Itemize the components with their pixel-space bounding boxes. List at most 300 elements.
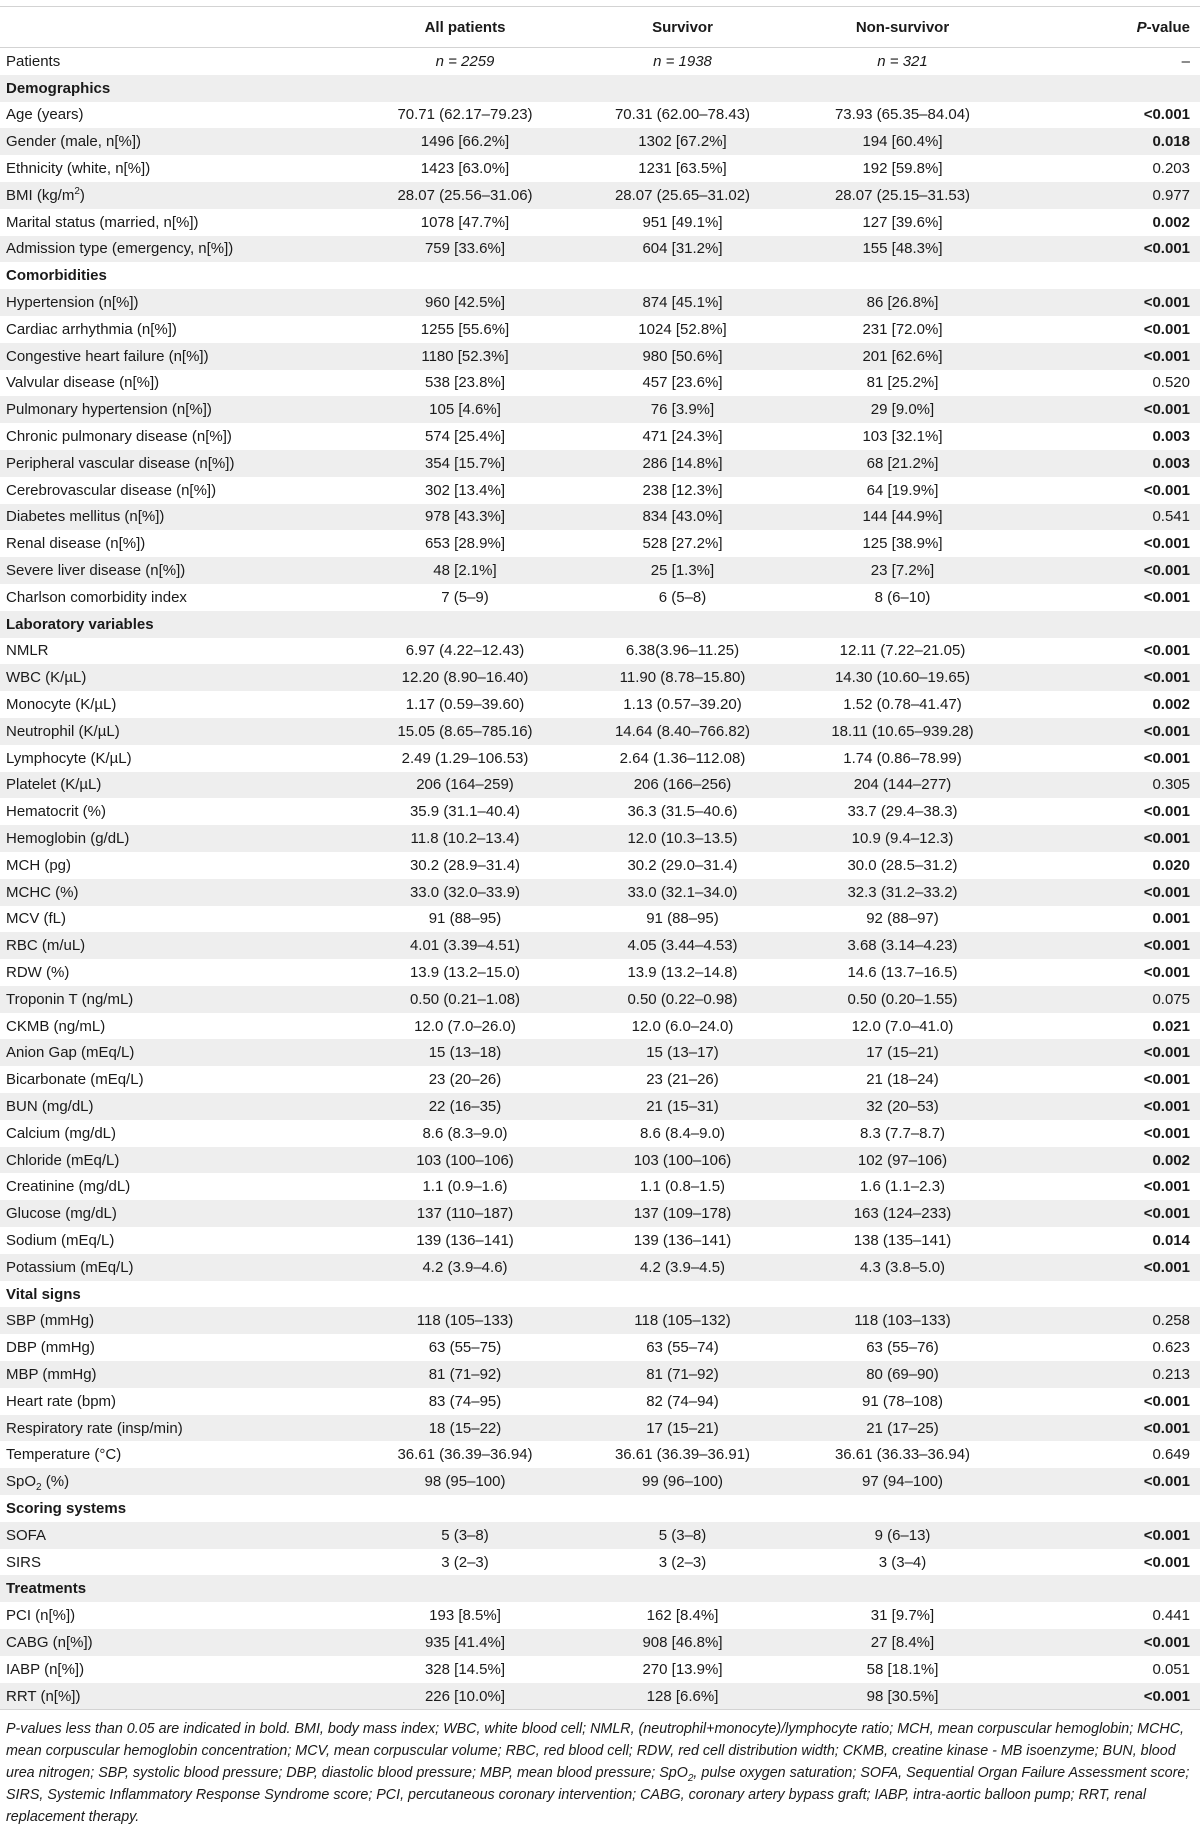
survivor-value: 118 (105–132) xyxy=(575,1307,790,1334)
p-value: <0.001 xyxy=(1015,396,1200,423)
variable-label xyxy=(0,1415,355,1442)
variable-label-text: Patients xyxy=(6,52,61,70)
variable-label xyxy=(0,772,355,799)
variable-label xyxy=(0,798,355,825)
table-row xyxy=(0,155,1200,182)
variable-label-text: Neutrophil (K/µL) xyxy=(6,722,120,740)
variable-label xyxy=(0,852,355,879)
non-survivor-value: 125 [38.9%] xyxy=(862,535,943,553)
variable-label xyxy=(0,1227,355,1254)
non-survivor-value: 12.0 (7.0–41.0) xyxy=(851,1017,954,1035)
table-row xyxy=(0,236,1200,263)
table-row xyxy=(0,1120,1200,1147)
p-value: <0.001 xyxy=(1143,481,1190,499)
header-non-survivor: Non-survivor xyxy=(790,7,1015,48)
table-row xyxy=(0,1334,1200,1361)
variable-label xyxy=(0,209,355,236)
non-survivor-value: 1.6 (1.1–2.3) xyxy=(859,1178,946,1196)
survivor-value: 1302 [67.2%] xyxy=(575,128,790,155)
variable-label xyxy=(0,1549,355,1576)
p-value: <0.001 xyxy=(1015,1200,1200,1227)
p-value: 0.203 xyxy=(1152,160,1190,178)
variable-label-text: Chronic pulmonary disease (n[%]) xyxy=(6,428,232,446)
all-patients-value: 15 (13–18) xyxy=(355,1039,575,1066)
non-survivor-value: 9 (6–13) xyxy=(790,1522,1015,1549)
variable-label-text: Sodium (mEq/L) xyxy=(6,1231,115,1249)
variable-label-text: Heart rate (bpm) xyxy=(6,1392,117,1410)
non-survivor-value: 29 [9.0%] xyxy=(790,396,1015,423)
section-title: Laboratory variables xyxy=(0,611,1200,638)
variable-label-text: Severe liver disease (n[%]) xyxy=(6,562,186,580)
variable-label-text: CABG (n[%]) xyxy=(6,1633,93,1651)
table-row xyxy=(0,932,1200,959)
non-survivor-value: 12.11 (7.22–21.05) xyxy=(839,642,966,660)
non-survivor-value: 58 [18.1%] xyxy=(866,1660,939,1678)
all-patients-value: 302 [13.4%] xyxy=(424,481,506,499)
variable-label xyxy=(0,1039,355,1066)
all-patients-value: 30.2 (28.9–31.4) xyxy=(409,856,521,874)
non-survivor-value: 204 (144–277) xyxy=(790,772,1015,799)
p-value: 0.001 xyxy=(1152,910,1190,928)
section-header-row xyxy=(0,75,1200,102)
survivor-value: 103 (100–106) xyxy=(575,1147,790,1174)
p-value: <0.001 xyxy=(1015,557,1200,584)
non-survivor-value: 31 [9.7%] xyxy=(870,1607,935,1625)
variable-label-text: Platelet (K/µL) xyxy=(6,776,102,794)
variable-label-text: Marital status (married, n[%]) xyxy=(6,213,199,231)
variable-label xyxy=(0,48,355,75)
variable-label-text: Cardiac arrhythmia (n[%]) xyxy=(6,320,177,338)
variable-label-text: CKMB (ng/mL) xyxy=(6,1017,106,1035)
variable-label xyxy=(0,1173,355,1200)
table-row xyxy=(0,718,1200,745)
section-header-row xyxy=(0,1281,1200,1308)
footnote-text-2: , pulse oxygen saturation; SOFA, Sequential Organ Failure Assessment score; SIRS, Systemic Inflammatory Response Syndrome score; PCI, percutaneous coronary intervention; CABG, coronary artery bypass graft; IABP, intra-aortic balloon pump; RRT, renal replacement therapy. xyxy=(6,1765,1190,1826)
all-patients-value: 48 [2.1%] xyxy=(355,557,575,584)
table-row xyxy=(0,1307,1200,1334)
all-patients-value: 91 (88–95) xyxy=(428,910,502,928)
p-value: <0.001 xyxy=(1015,718,1200,745)
p-value: <0.001 xyxy=(1015,825,1200,852)
baseline-characteristics-table xyxy=(0,6,1200,1710)
all-patients-value: 1.17 (0.59–39.60) xyxy=(405,696,525,714)
non-survivor-value: 32 (20–53) xyxy=(790,1093,1015,1120)
all-patients-value: 1496 [66.2%] xyxy=(355,128,575,155)
table-row xyxy=(0,772,1200,799)
p-value: <0.001 xyxy=(1015,1039,1200,1066)
non-survivor-value: 92 (88–97) xyxy=(866,910,939,928)
non-survivor-value: 27 [8.4%] xyxy=(790,1629,1015,1656)
non-survivor-value: 63 (55–76) xyxy=(866,1339,939,1357)
survivor-value: 4.05 (3.44–4.53) xyxy=(575,932,790,959)
table-row xyxy=(0,1147,1200,1174)
section-title: Scoring systems xyxy=(6,1499,127,1517)
all-patients-value: 139 (136–141) xyxy=(416,1231,514,1249)
non-survivor-value: 138 (135–141) xyxy=(853,1231,952,1249)
variable-label-text: Temperature (°C) xyxy=(6,1446,122,1464)
label-subscript: 2 xyxy=(36,1482,42,1494)
non-survivor-value: 10.9 (9.4–12.3) xyxy=(790,825,1015,852)
survivor-value: 137 (109–178) xyxy=(575,1200,790,1227)
variable-label-text: Cerebrovascular disease (n[%]) xyxy=(6,481,217,499)
variable-label-text: SOFA xyxy=(6,1526,47,1544)
variable-label xyxy=(0,1602,355,1629)
all-patients-value: 1.1 (0.9–1.6) xyxy=(422,1178,508,1196)
p-value: <0.001 xyxy=(1015,664,1200,691)
variable-label xyxy=(0,906,355,933)
all-patients-value: 70.71 (62.17–79.23) xyxy=(397,106,533,124)
survivor-value: 162 [8.4%] xyxy=(646,1607,719,1625)
variable-label-text: Lymphocyte (K/µL) xyxy=(6,749,132,767)
variable-label xyxy=(0,959,355,986)
variable-label xyxy=(0,1013,355,1040)
section-header-row xyxy=(0,1575,1200,1602)
variable-label-text: Anion Gap (mEq/L) xyxy=(6,1044,135,1062)
variable-label xyxy=(0,343,355,370)
non-survivor-value: 144 [44.9%] xyxy=(790,504,1015,531)
non-survivor-value: 14.30 (10.60–19.65) xyxy=(790,664,1015,691)
survivor-value: 14.64 (8.40–766.82) xyxy=(575,718,790,745)
all-patients-value: 1423 [63.0%] xyxy=(420,160,510,178)
survivor-value: 36.3 (31.5–40.6) xyxy=(627,803,738,821)
variable-label-text: Potassium (mEq/L) xyxy=(6,1258,134,1276)
table-row xyxy=(0,423,1200,450)
variable-label xyxy=(0,1656,355,1683)
variable-label-text: Respiratory rate (insp/min) xyxy=(6,1419,183,1437)
variable-label xyxy=(0,155,355,182)
table-row xyxy=(0,1093,1200,1120)
non-survivor-value: 3.68 (3.14–4.23) xyxy=(790,932,1015,959)
variable-label xyxy=(0,1120,355,1147)
non-survivor-value: 33.7 (29.4–38.3) xyxy=(847,803,958,821)
variable-label-text: Hypertension (n[%]) xyxy=(6,294,139,312)
variable-label-text: RDW (%) xyxy=(6,963,70,981)
header-p-italic: P xyxy=(1136,18,1147,36)
all-patients-value: 63 (55–75) xyxy=(428,1339,502,1357)
variable-label xyxy=(0,986,355,1013)
non-survivor-value: 81 [25.2%] xyxy=(866,374,939,392)
survivor-value: 25 [1.3%] xyxy=(575,557,790,584)
table-row xyxy=(0,1388,1200,1415)
all-patients-value: n = 2259 xyxy=(435,52,495,70)
all-patients-value: 226 [10.0%] xyxy=(355,1683,575,1710)
all-patients-value: 83 (74–95) xyxy=(428,1392,502,1410)
non-survivor-value: 80 (69–90) xyxy=(790,1361,1015,1388)
table-row xyxy=(0,959,1200,986)
all-patients-value: 137 (110–187) xyxy=(355,1200,575,1227)
survivor-value: 604 [31.2%] xyxy=(575,236,790,263)
survivor-value: 21 (15–31) xyxy=(575,1093,790,1120)
table-row xyxy=(0,906,1200,933)
variable-label xyxy=(0,1629,355,1656)
variable-label xyxy=(0,1066,355,1093)
p-value: 0.003 xyxy=(1015,450,1200,477)
p-value: <0.001 xyxy=(1143,1553,1190,1571)
table-row xyxy=(0,1656,1200,1683)
section-title: Treatments xyxy=(0,1575,1200,1602)
header-row xyxy=(0,7,1200,48)
all-patients-value: 0.50 (0.21–1.08) xyxy=(355,986,575,1013)
p-value: <0.001 xyxy=(1143,803,1190,821)
all-patients-value: 193 [8.5%] xyxy=(429,1607,501,1625)
non-survivor-value: 1.74 (0.86–78.99) xyxy=(843,749,962,767)
p-value: <0.001 xyxy=(1015,343,1200,370)
table-row xyxy=(0,396,1200,423)
variable-label-text: SpO xyxy=(6,1473,37,1491)
section-header-row xyxy=(0,1495,1200,1522)
survivor-value: 980 [50.6%] xyxy=(575,343,790,370)
p-value: <0.001 xyxy=(1015,236,1200,263)
p-value: 0.002 xyxy=(1015,1147,1200,1174)
table-row xyxy=(0,370,1200,397)
variable-label-text: Troponin T (ng/mL) xyxy=(6,990,134,1008)
all-patients-value: 118 (105–133) xyxy=(355,1307,575,1334)
variable-label-suffix: (%) xyxy=(41,1473,70,1491)
table-row xyxy=(0,1227,1200,1254)
variable-label-text: IABP (n[%]) xyxy=(6,1660,85,1678)
all-patients-value: 15.05 (8.65–785.16) xyxy=(355,718,575,745)
survivor-value: 91 (88–95) xyxy=(646,910,719,928)
table-row xyxy=(0,209,1200,236)
p-value: <0.001 xyxy=(1015,879,1200,906)
header-p-suffix: -value xyxy=(1146,18,1190,36)
non-survivor-value: 23 [7.2%] xyxy=(790,557,1015,584)
variable-label-text: WBC (K/µL) xyxy=(6,669,87,687)
p-value: <0.001 xyxy=(1143,535,1190,553)
all-patients-value: 23 (20–26) xyxy=(428,1071,502,1089)
all-patients-value: 22 (16–35) xyxy=(355,1093,575,1120)
non-survivor-value: 17 (15–21) xyxy=(790,1039,1015,1066)
variable-label-text: Congestive heart failure (n[%]) xyxy=(6,347,209,365)
variable-label xyxy=(0,289,355,316)
variable-label-text: BMI (kg/m xyxy=(6,186,75,204)
non-survivor-value: 0.50 (0.20–1.55) xyxy=(790,986,1015,1013)
p-value: <0.001 xyxy=(1015,1522,1200,1549)
p-value: <0.001 xyxy=(1143,1071,1190,1089)
survivor-value: 286 [14.8%] xyxy=(575,450,790,477)
table-row xyxy=(0,343,1200,370)
table-row xyxy=(0,879,1200,906)
non-survivor-value: 194 [60.4%] xyxy=(790,128,1015,155)
p-value: <0.001 xyxy=(1143,1178,1190,1196)
all-patients-value: 206 (164–259) xyxy=(355,772,575,799)
p-value: 0.051 xyxy=(1152,1660,1190,1678)
non-survivor-value: 3 (3–4) xyxy=(878,1553,927,1571)
table-row xyxy=(0,1013,1200,1040)
variable-label-suffix: ) xyxy=(79,186,85,204)
all-patients-value: 1255 [55.6%] xyxy=(420,320,510,338)
all-patients-value: 1078 [47.7%] xyxy=(420,213,510,231)
non-survivor-value: 231 [72.0%] xyxy=(862,320,943,338)
survivor-value: 33.0 (32.1–34.0) xyxy=(575,879,790,906)
survivor-value: 82 (74–94) xyxy=(646,1392,719,1410)
table-row xyxy=(0,745,1200,772)
variable-label-text: Hematocrit (%) xyxy=(6,803,107,821)
all-patients-value: 2.49 (1.29–106.53) xyxy=(401,749,529,767)
survivor-value: 3 (2–3) xyxy=(658,1553,707,1571)
variable-label-text: Pulmonary hypertension (n[%]) xyxy=(6,401,212,419)
table-row xyxy=(0,1441,1200,1468)
survivor-value: 17 (15–21) xyxy=(575,1415,790,1442)
section-title: Demographics xyxy=(0,75,1200,102)
p-value: <0.001 xyxy=(1015,1254,1200,1281)
all-patients-value: 98 (95–100) xyxy=(355,1468,575,1495)
all-patients-value: 12.20 (8.90–16.40) xyxy=(355,664,575,691)
p-value: 0.075 xyxy=(1015,986,1200,1013)
table-row xyxy=(0,1522,1200,1549)
survivor-value: 5 (3–8) xyxy=(575,1522,790,1549)
non-survivor-value: 30.0 (28.5–31.2) xyxy=(847,856,958,874)
table-row xyxy=(0,986,1200,1013)
survivor-value: 12.0 (10.3–13.5) xyxy=(575,825,790,852)
p-value: <0.001 xyxy=(1143,749,1190,767)
p-value: 0.649 xyxy=(1152,1446,1190,1464)
non-survivor-value: 8.3 (7.7–8.7) xyxy=(859,1124,946,1142)
all-patients-value: 7 (5–9) xyxy=(441,588,489,606)
variable-label xyxy=(0,638,355,665)
all-patients-value: 12.0 (7.0–26.0) xyxy=(414,1017,516,1035)
table-row xyxy=(0,128,1200,155)
variable-label xyxy=(0,1334,355,1361)
non-survivor-value: 21 (17–25) xyxy=(790,1415,1015,1442)
variable-label-text: BUN (mg/dL) xyxy=(6,1097,94,1115)
variable-label xyxy=(0,182,355,209)
p-value: 0.623 xyxy=(1152,1339,1190,1357)
p-value: 0.018 xyxy=(1015,128,1200,155)
table-row xyxy=(0,1173,1200,1200)
variable-label-text: Valvular disease (n[%]) xyxy=(6,374,160,392)
non-survivor-value: 64 [19.9%] xyxy=(866,481,939,499)
variable-label-text: PCI (n[%]) xyxy=(6,1607,76,1625)
variable-label-text: Peripheral vascular disease (n[%]) xyxy=(6,454,235,472)
p-value: <0.001 xyxy=(1143,320,1190,338)
variable-label-text: Hemoglobin (g/dL) xyxy=(6,830,130,847)
table-row xyxy=(0,1200,1200,1227)
survivor-value: 457 [23.6%] xyxy=(642,374,723,392)
non-survivor-value: 21 (18–24) xyxy=(866,1071,939,1089)
non-survivor-value: 155 [48.3%] xyxy=(790,236,1015,263)
table-row xyxy=(0,102,1200,129)
non-survivor-value: 1.52 (0.78–41.47) xyxy=(843,696,962,714)
survivor-value: 874 [45.1%] xyxy=(575,289,790,316)
non-survivor-value: 28.07 (25.15–31.53) xyxy=(790,182,1015,209)
variable-label-text: MCHC (%) xyxy=(6,883,79,901)
section-title: Comorbidities xyxy=(6,267,107,285)
all-patients-value: 36.61 (36.39–36.94) xyxy=(397,1446,533,1464)
survivor-value: 81 (71–92) xyxy=(575,1361,790,1388)
all-patients-value: 13.9 (13.2–15.0) xyxy=(409,963,521,981)
survivor-value: 1.13 (0.57–39.20) xyxy=(623,696,742,714)
table-body xyxy=(0,48,1200,1710)
p-value: 0.020 xyxy=(1152,856,1190,874)
all-patients-value: 1180 [52.3%] xyxy=(355,343,575,370)
all-patients-value: 935 [41.4%] xyxy=(355,1629,575,1656)
table-row xyxy=(0,316,1200,343)
table-row xyxy=(0,638,1200,665)
all-patients-value: 28.07 (25.56–31.06) xyxy=(355,182,575,209)
all-patients-value: 4.01 (3.39–4.51) xyxy=(355,932,575,959)
p-value: <0.001 xyxy=(1015,289,1200,316)
survivor-value: 6.38(3.96–11.25) xyxy=(625,642,740,660)
non-survivor-value: 102 (97–106) xyxy=(790,1147,1015,1174)
table-row xyxy=(0,1629,1200,1656)
header-p-value xyxy=(1015,7,1200,48)
variable-label xyxy=(0,1254,355,1281)
variable-label-text: Monocyte (K/µL) xyxy=(6,696,117,714)
table-header xyxy=(0,7,1200,48)
non-survivor-value: 14.6 (13.7–16.5) xyxy=(847,963,958,981)
header-survivor: Survivor xyxy=(575,7,790,48)
survivor-value: n = 1938 xyxy=(653,52,712,70)
all-patients-value: 11.8 (10.2–13.4) xyxy=(355,825,575,852)
table-row xyxy=(0,504,1200,531)
variable-label-text: SBP (mmHg) xyxy=(6,1312,95,1330)
survivor-value: 11.90 (8.78–15.80) xyxy=(575,664,790,691)
table-row xyxy=(0,48,1200,75)
all-patients-value: 759 [33.6%] xyxy=(355,236,575,263)
label-superscript: 2 xyxy=(74,185,80,197)
variable-label xyxy=(0,370,355,397)
non-survivor-value: n = 321 xyxy=(877,52,928,70)
survivor-value: 528 [27.2%] xyxy=(642,535,723,553)
p-value: 0.021 xyxy=(1152,1017,1190,1035)
table-row xyxy=(0,1602,1200,1629)
p-value: 0.305 xyxy=(1015,772,1200,799)
variable-label-text: Renal disease (n[%]) xyxy=(6,535,146,553)
variable-label-text: MCH (pg) xyxy=(6,856,72,874)
all-patients-value: 960 [42.5%] xyxy=(355,289,575,316)
variable-label xyxy=(0,825,355,852)
all-patients-value: 3 (2–3) xyxy=(441,1553,489,1571)
survivor-value: 30.2 (29.0–31.4) xyxy=(627,856,738,874)
table-row xyxy=(0,1415,1200,1442)
variable-label xyxy=(0,236,355,263)
p-value: 0.002 xyxy=(1152,696,1190,714)
variable-label-text: Charlson comorbidity index xyxy=(6,588,187,606)
table-row xyxy=(0,477,1200,504)
p-value: 0.977 xyxy=(1015,182,1200,209)
survivor-value: 70.31 (62.00–78.43) xyxy=(614,106,751,124)
non-survivor-value: 163 (124–233) xyxy=(790,1200,1015,1227)
p-value: <0.001 xyxy=(1015,1415,1200,1442)
table-row xyxy=(0,664,1200,691)
table-row xyxy=(0,691,1200,718)
footnote-text-1: P-values less than 0.05 are indicated in bold. BMI, body mass index; WBC, white blood cell; NMLR, (neutrophil+monocyte)/lymphocyte ratio; MCH, mean corpuscular hemoglobin; MCHC, mean corpuscular hemoglobin concentration; MCV, mean corpuscular volume; RBC, red blood cell; RDW, red cell distribution width; CKMB, creatine kinase - MB isoenzyme; BUN, blood urea nitrogen; SBP, systolic blood pressure; DBP, diastolic blood pressure; MBP, mean blood pressure; SpO xyxy=(6,1721,1185,1782)
p-value: <0.001 xyxy=(1015,1468,1200,1495)
non-survivor-value: 91 (78–108) xyxy=(862,1392,943,1410)
all-patients-value: 105 [4.6%] xyxy=(355,396,575,423)
variable-label xyxy=(0,316,355,343)
variable-label-text: Bicarbonate (mEq/L) xyxy=(6,1071,144,1089)
variable-label-text: RRT (n[%]) xyxy=(6,1687,81,1705)
variable-label xyxy=(0,691,355,718)
variable-label xyxy=(0,1361,355,1388)
non-survivor-value: 192 [59.8%] xyxy=(862,160,943,178)
non-survivor-value: 103 [32.1%] xyxy=(862,428,943,446)
survivor-value: 1231 [63.5%] xyxy=(638,160,727,178)
survivor-value: 1024 [52.8%] xyxy=(638,320,727,338)
survivor-value: 36.61 (36.39–36.91) xyxy=(614,1446,751,1464)
p-value: 0.213 xyxy=(1015,1361,1200,1388)
variable-label-text: Ethnicity (white, n[%]) xyxy=(6,160,151,178)
variable-label xyxy=(0,1683,355,1710)
survivor-value: 15 (13–17) xyxy=(575,1039,790,1066)
table-row xyxy=(0,825,1200,852)
all-patients-value: 8.6 (8.3–9.0) xyxy=(422,1124,508,1142)
survivor-value: 128 [6.6%] xyxy=(575,1683,790,1710)
table-row xyxy=(0,1254,1200,1281)
all-patients-value: 653 [28.9%] xyxy=(424,535,506,553)
